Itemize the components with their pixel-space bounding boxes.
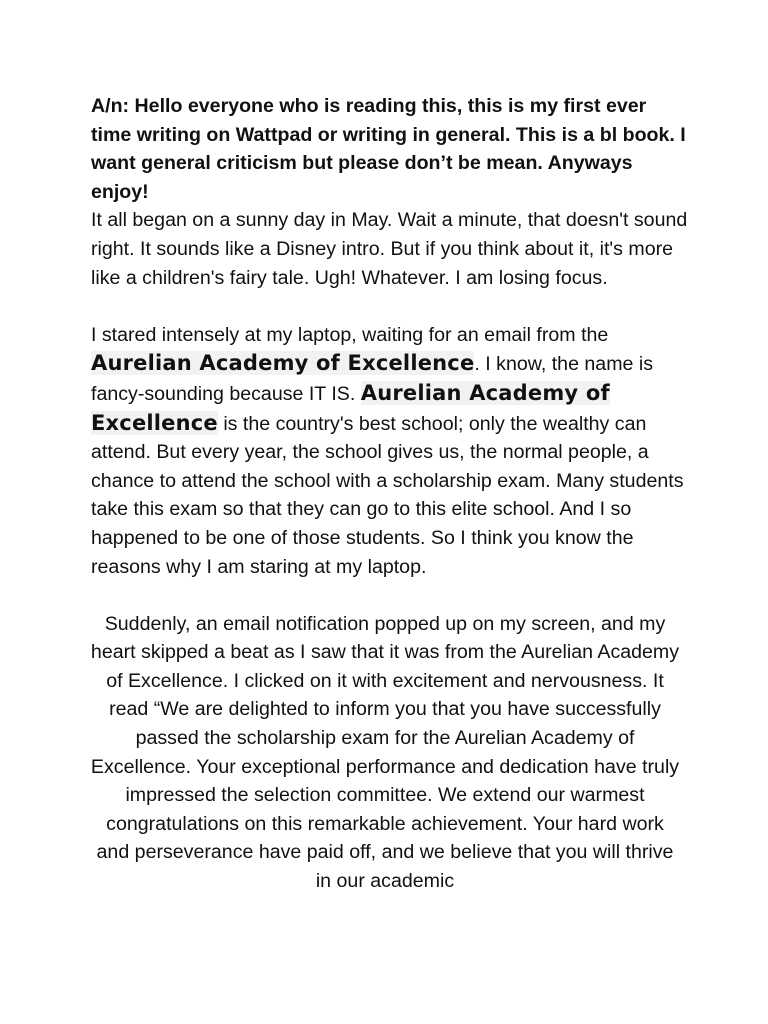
document-body — [91, 92, 691, 896]
paragraph-gap — [91, 292, 691, 321]
academy-name-highlight: Aurelian Academy of Excellence — [91, 380, 610, 435]
paragraph-laptop-text-2: . I know, the name is fancy-sounding because IT IS. — [91, 353, 654, 405]
paragraph-email: Suddenly, an email notification popped up on my screen, and my heart skipped a beat as I saw that it was from the Aurelian Academy of Excellence. I clicked on it with excitement and nervousness. It read “We are delighted to inform you that you have successfully passed the scholarship exam for the Aurelian Academy of Excellence. Your exceptional performance and dedication have truly impressed the selection committee. We extend our warmest congratulations on this remarkable achievement. Your hard work and perseverance have paid off, and we believe that you will thrive in our academic — [90, 612, 680, 893]
author-note: A/n: Hello everyone who is reading this, this is my first ever time writing on Wattpad or writing in general. This is a bl book. I want general criticism but please don’t be mean. Anyways enjoy! — [91, 95, 686, 203]
paragraph-laptop-text-1: I stared intensely at my laptop, waiting for an email from the — [91, 323, 609, 346]
paragraph-gap — [91, 581, 691, 610]
paragraph-laptop-text-3: is the country's best school; only the wealthy can attend. But every year, the school gives us, the normal people, a chance to attend the school with a scholarship exam. Many students take this exam so that they can go to this elite school. And I so happened to be one of those students. So I think you know the reasons why I am staring at my laptop. — [91, 412, 684, 578]
paragraph-opening: It all began on a sunny day in May. Wait a minute, that doesn't sound right. It sounds like a Disney intro. But if you think about it, it's more like a children's fairy tale. Ugh! Whatever. I am losing focus. — [91, 209, 688, 289]
academy-name-highlight: Aurelian Academy of Excellence — [91, 351, 475, 376]
paragraph-laptop — [91, 321, 691, 581]
